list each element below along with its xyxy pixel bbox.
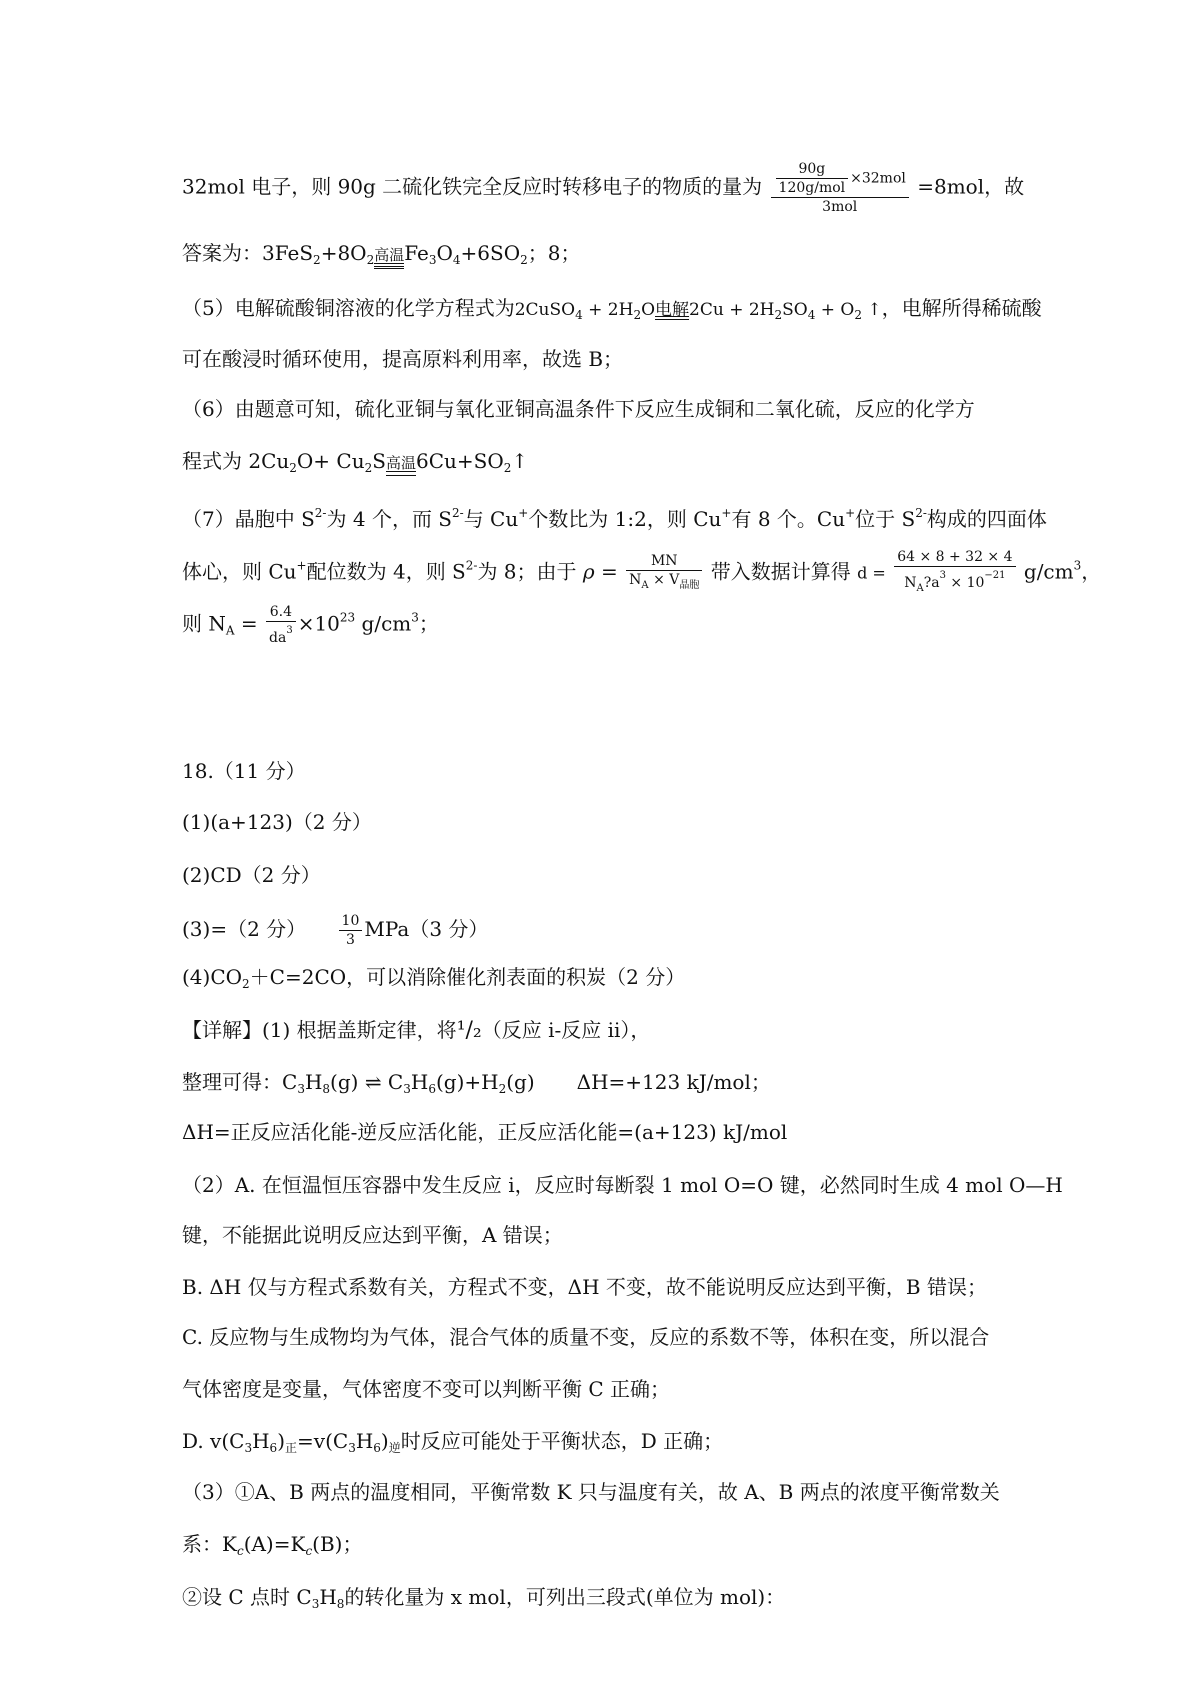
- text: 6Cu+SO: [415, 449, 504, 473]
- answer-4: [182, 963, 685, 998]
- text: N: [629, 571, 642, 588]
- eq-part: 2Cu + 2H: [689, 300, 775, 320]
- subscript: A: [916, 583, 924, 594]
- subscript: 8: [336, 1597, 345, 1611]
- text: ): [380, 1429, 389, 1453]
- text: =8mol，故: [917, 174, 1025, 199]
- text: ，电解所得稀硫酸: [881, 296, 1042, 320]
- superscript: 3: [939, 570, 946, 581]
- line-electrolysis: [182, 294, 1042, 329]
- text: （5）电解硫酸铜溶液的化学方程式为: [182, 296, 515, 320]
- subscript: 2: [242, 977, 250, 991]
- text: H: [319, 1585, 337, 1609]
- detail-3: ΔH=正反应活化能-逆反应活化能，正反应活化能=(a+123) kJ/mol: [182, 1120, 788, 1144]
- subscript: 2: [503, 461, 512, 475]
- eq-part: + O: [815, 300, 855, 320]
- fraction-numerator: [771, 160, 909, 198]
- answer-2: (2)CD（2 分）: [182, 863, 321, 887]
- frac-mult: ×32mol: [850, 170, 906, 187]
- fraction-ten-thirds: [339, 912, 363, 949]
- text: 答案为：3FeS: [182, 241, 314, 265]
- text: ②设 C 点时 C: [182, 1585, 312, 1609]
- text: O: [436, 241, 453, 265]
- detail-12: [182, 1583, 785, 1618]
- superscript: 2-: [452, 506, 464, 520]
- line-recycle: 可在酸浸时循环使用，提高原料利用率，故选 B；: [182, 347, 624, 371]
- subscript: 2: [854, 308, 862, 322]
- eq-part: SO: [782, 300, 808, 320]
- text: 体心，则 Cu: [182, 559, 297, 584]
- subscript: 3: [348, 1441, 356, 1455]
- line-electron-transfer: [182, 160, 1024, 216]
- text: MPa（3 分）: [364, 917, 489, 941]
- frac-den: 120g/mol: [778, 180, 846, 196]
- text: × V: [648, 571, 680, 588]
- detail-4: （2）A. 在恒温恒压容器中发生反应 i，反应时每断裂 1 mol O=O 键，必然同时生成 4 mol O—H: [182, 1173, 1063, 1197]
- superscript: 3: [411, 610, 419, 625]
- subscript: c: [236, 1544, 244, 1558]
- subscript: 晶胞: [679, 579, 700, 591]
- eq-part: + 2H: [582, 300, 634, 320]
- fraction-d-calc: [894, 548, 1015, 598]
- text: H: [355, 1429, 374, 1453]
- eq-part: O: [641, 300, 656, 320]
- subscript: 2: [774, 308, 783, 322]
- text: 位于 S: [855, 507, 916, 531]
- frac-num: MN: [626, 552, 702, 571]
- detail-10: （3）①A、B 两点的温度相同，平衡常数 K 只与温度有关，故 A、B 两点的浓度平衡常数关: [182, 1480, 1000, 1504]
- text: (g)+H: [435, 1070, 499, 1094]
- text: H: [410, 1070, 429, 1094]
- subscript: 6: [269, 1441, 278, 1455]
- text: 整理可得：C: [182, 1070, 298, 1094]
- text: 为 4 个，而 S: [326, 507, 452, 531]
- subscript: 2: [364, 461, 373, 475]
- frac-den: [894, 567, 1015, 598]
- detail-11: [182, 1530, 362, 1565]
- detail-1: [182, 1016, 650, 1045]
- text: 【详解】(1) 根据盖斯定律，将: [182, 1018, 457, 1042]
- text: × 10: [945, 575, 985, 591]
- subscript: 4: [452, 253, 461, 267]
- text: S: [372, 449, 386, 473]
- text: +6SO: [460, 241, 521, 265]
- subscript: 2: [633, 308, 642, 322]
- rho-symbol: ρ =: [582, 559, 618, 584]
- text: H: [252, 1429, 270, 1453]
- text: Fe: [404, 241, 429, 265]
- line-na-formula: [182, 603, 439, 647]
- text: =v(C: [297, 1429, 349, 1453]
- subscript: 6: [373, 1441, 381, 1455]
- text: 有 8 个。Cu: [731, 507, 846, 531]
- detail-2: [182, 1068, 771, 1103]
- line-part6: （6）由题意可知，硫化亚铜与氧化亚铜高温条件下反应生成铜和二氧化硫，反应的化学方: [182, 397, 975, 421]
- text: ΔH=+123 kJ/mol；: [576, 1070, 771, 1094]
- frac-num: 10: [339, 912, 363, 931]
- text: ，: [1081, 559, 1102, 584]
- superscript: 23: [339, 610, 356, 625]
- condition-electrolysis: 电解: [655, 300, 690, 320]
- condition-high-temp: [374, 247, 404, 269]
- subscript: 3: [244, 1441, 253, 1455]
- superscript: −21: [984, 570, 1006, 581]
- subscript: A: [225, 623, 235, 638]
- text: (g) ⇌ C: [330, 1070, 404, 1094]
- detail-7: C. 反应物与生成物均为气体，混合气体的质量不变，反应的系数不等，体积在变，所以混合: [182, 1325, 990, 1349]
- text: (g): [506, 1070, 535, 1094]
- line-cu2o-equation: [182, 447, 528, 482]
- text: （7）晶胞中 S: [182, 507, 315, 531]
- fraction-mass-over-molar: [776, 160, 849, 197]
- text: +8O: [320, 241, 367, 265]
- frac-den: [626, 571, 702, 595]
- eq-part: ↑: [862, 300, 882, 320]
- detail-5: 键，不能据此说明反应达到平衡，A 错误；: [182, 1223, 563, 1247]
- superscript: 2-: [465, 558, 478, 573]
- text: 32mol 电子，则 90g 二硫化铁完全反应时转移电子的物质的量为: [182, 174, 763, 199]
- text: ): [277, 1429, 285, 1453]
- text: 时反应可能处于平衡状态，D 正确；: [400, 1429, 724, 1453]
- condition-high-temp: [386, 455, 416, 476]
- text: (A)=K: [243, 1532, 306, 1556]
- text: ×10: [297, 611, 340, 636]
- frac-den: [266, 622, 296, 647]
- text: 系：K: [182, 1532, 237, 1556]
- detail-9: [182, 1427, 723, 1462]
- text: H: [304, 1070, 323, 1094]
- condition-label: 高温: [385, 454, 416, 472]
- subscript: 2: [289, 461, 297, 475]
- subscript: 2: [366, 253, 375, 267]
- superscript: +: [721, 506, 732, 520]
- condition-label: 高温: [374, 246, 405, 264]
- fraction-density: [626, 552, 702, 595]
- fraction-denominator: 3mol: [822, 199, 858, 215]
- text: (3)=（2 分）: [182, 917, 307, 941]
- text: (4)CO: [182, 965, 243, 989]
- subscript: 3: [297, 1082, 305, 1096]
- subscript: 2: [520, 253, 528, 267]
- text: D. v(C: [182, 1429, 245, 1453]
- detail-6: B. ΔH 仅与方程式系数有关，方程式不变，ΔH 不变，故不能说明反应达到平衡，B 错误；: [182, 1275, 987, 1299]
- text: （反应 i-反应 ii），: [481, 1018, 651, 1042]
- text: ；8；: [527, 241, 581, 265]
- subscript: 3: [311, 1597, 320, 1611]
- fraction-na: [266, 603, 296, 647]
- question-18-heading: 18.（11 分）: [182, 759, 306, 783]
- superscript: 2-: [314, 506, 327, 520]
- text: 个数比为 1:2，则 Cu: [528, 507, 722, 531]
- text: 为 8；由于: [477, 559, 577, 584]
- subscript: 8: [322, 1082, 331, 1096]
- subscript: 4: [807, 308, 816, 322]
- frac-den: 3: [345, 932, 355, 948]
- text: g/cm: [355, 611, 412, 636]
- line-answer-fes2: [182, 239, 581, 274]
- frac-num: 90g: [776, 160, 849, 179]
- half-fraction: ¹/₂: [456, 1018, 482, 1043]
- subscript: 逆: [388, 1441, 401, 1455]
- superscript: 2-: [915, 506, 927, 520]
- subscript: 3: [428, 253, 437, 267]
- fraction-electron-mol: [771, 160, 909, 216]
- subscript: A: [641, 579, 649, 591]
- text: ＋C=2CO，可以消除催化剂表面的积炭（2 分）: [249, 965, 686, 989]
- text: 构成的四面体: [926, 507, 1047, 531]
- subscript: 正: [285, 1441, 298, 1455]
- subscript: 4: [575, 308, 583, 322]
- text: 配位数为 4，则 S: [306, 559, 466, 584]
- detail-8: 气体密度是变量，气体密度不变可以判断平衡 C 正确；: [182, 1377, 671, 1401]
- frac-num: 6.4: [266, 603, 296, 622]
- subscript: 2: [498, 1082, 507, 1096]
- gas-arrow: ↑: [511, 449, 529, 473]
- text: 与 Cu: [463, 507, 519, 531]
- text: da: [269, 630, 287, 646]
- subscript: 3: [403, 1082, 411, 1096]
- text: O+ Cu: [296, 449, 365, 473]
- d-symbol: d =: [857, 563, 886, 583]
- superscript: +: [518, 506, 529, 520]
- subscript: c: [305, 1544, 313, 1558]
- line-density-formula: [182, 548, 1101, 598]
- subscript: 6: [428, 1082, 436, 1096]
- text: 程式为 2Cu: [182, 449, 290, 473]
- superscript: +: [296, 558, 307, 573]
- superscript: +: [845, 506, 856, 520]
- frac-num: 64 × 8 + 32 × 4: [894, 548, 1015, 567]
- text: 的转化量为 x mol，可列出三段式(单位为 mol)：: [344, 1585, 786, 1609]
- text: ?a: [923, 575, 940, 591]
- text: 带入数据计算得: [710, 559, 851, 584]
- text: ；: [418, 611, 439, 636]
- superscript: 3: [286, 625, 293, 636]
- superscript: 3: [1073, 558, 1082, 573]
- equation-electrolysis: [515, 300, 882, 320]
- eq-part: 2CuSO: [514, 300, 576, 320]
- text: N: [904, 575, 917, 591]
- subscript: 2: [313, 253, 321, 267]
- line-crystal-cell: [182, 499, 1047, 533]
- text: =: [234, 611, 258, 636]
- text: 则 N: [182, 611, 226, 636]
- text: (B)；: [312, 1532, 363, 1556]
- text: g/cm: [1017, 559, 1074, 584]
- answer-3: [182, 912, 488, 949]
- answer-1: (1)(a+123)（2 分）: [182, 810, 372, 834]
